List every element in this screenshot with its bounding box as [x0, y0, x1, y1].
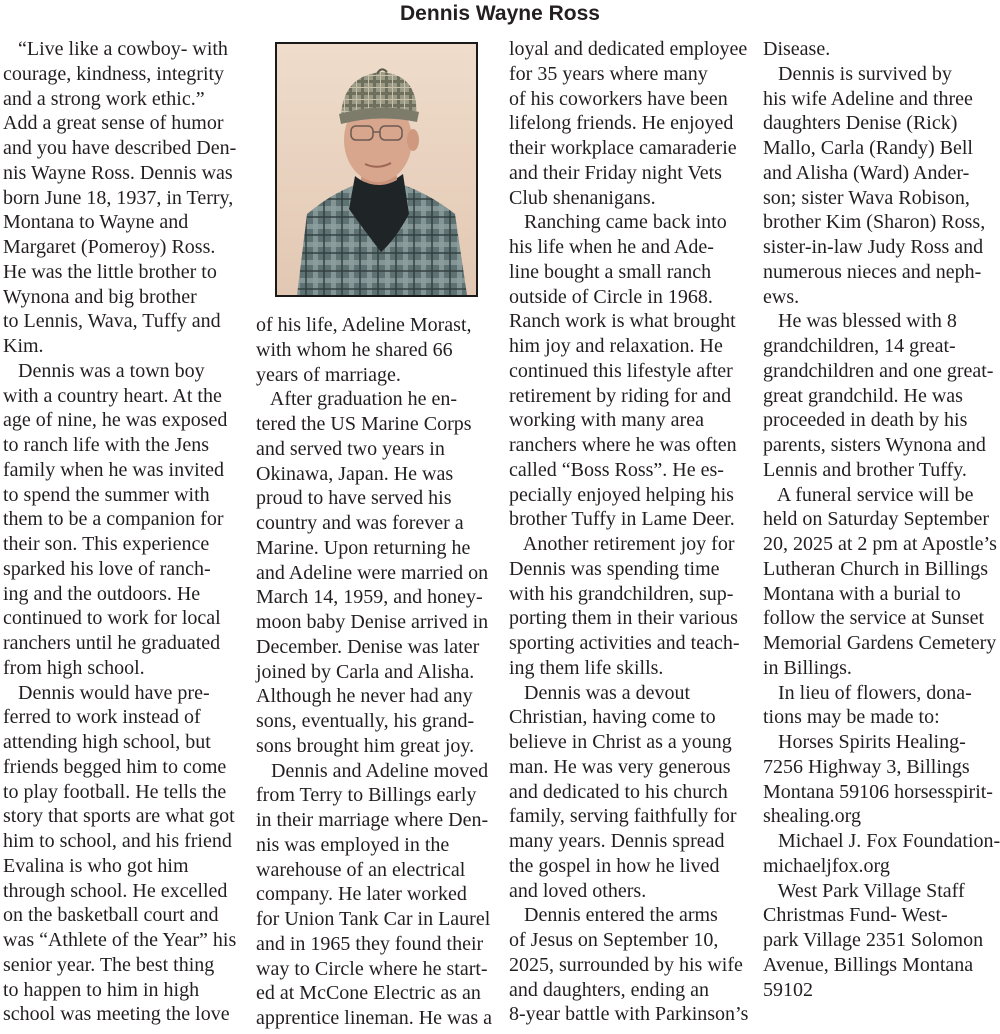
text-line: Disease. [763, 38, 831, 60]
text-line: the gospel in how he lived [509, 854, 720, 877]
text-line: Ranch work is what brought [509, 310, 736, 333]
text-line: to Lennis, Wava, Tuffy and [3, 310, 221, 333]
text-line: ranchers where he was often [509, 434, 737, 456]
text-line: and you have described Den- [3, 137, 237, 159]
text-line: many years. Dennis spread [509, 830, 725, 852]
text-line: and daughters, ending an [509, 978, 709, 1001]
portrait-image [277, 44, 476, 295]
text-line: company. He later worked [256, 883, 467, 906]
text-line: and a strong work ethic.” [3, 87, 205, 110]
text-line: courage, kindness, integrity [3, 62, 225, 85]
text-line: 8-year battle with Parkinson’s [509, 1003, 749, 1026]
text-line: in their marriage where Den- [256, 809, 489, 831]
text-line: sister-in-law Judy Ross and [763, 236, 984, 258]
text-line: “Live like a cowboy- with [3, 38, 228, 60]
text-line: Montana 59106 horsesspirit- [763, 780, 993, 803]
text-line: of his life, Adeline Morast, [256, 314, 472, 336]
text-line: outside of Circle in 1968. [509, 285, 713, 308]
text-line: of Jesus on September 10, [509, 929, 719, 951]
text-line: numerous nieces and neph- [763, 260, 982, 283]
text-line: was “Athlete of the Year” his [3, 929, 237, 951]
text-column-4 [763, 37, 1000, 1002]
text-line: Club shenanigans. [509, 186, 656, 209]
text-line: and their Friday night Vets [509, 161, 722, 184]
text-line: to spend the summer with [3, 483, 210, 506]
text-line: of his coworkers have been [509, 87, 728, 110]
portrait-photo [275, 42, 478, 297]
text-line: and served two years in [256, 437, 445, 460]
text-line: park Village 2351 Solomon [763, 929, 984, 951]
text-line: school was meeting the love [3, 1003, 230, 1026]
text-line: Horses Spirits Healing- [763, 731, 966, 753]
text-line: him to school, and his friend [3, 830, 232, 852]
text-line: moon baby Denise arrived in [256, 611, 489, 633]
text-line: for Union Tank Car in Laurel [256, 908, 491, 930]
text-line: sons, eventually, his grand- [256, 710, 475, 732]
text-line: line bought a small ranch [509, 260, 712, 283]
text-line: them to be a companion for [3, 508, 224, 531]
text-line: ing and the outdoors. He [3, 582, 201, 605]
text-line: and dedicated to his church [509, 780, 728, 803]
text-line: continued this lifestyle after [509, 359, 733, 382]
text-line: Ranching came back into [509, 211, 727, 234]
text-line: Another retirement joy for [509, 533, 735, 555]
text-line: Montana with a burial to [763, 582, 961, 605]
text-line: friends begged him to come [3, 755, 227, 778]
text-line: Christmas Fund- West- [763, 904, 948, 927]
text-line: ranchers until he graduated [3, 632, 221, 654]
text-line: believe in Christ as a young [509, 731, 732, 753]
text-line: great grandchild. He was [763, 384, 963, 407]
text-line: to ranch life with the Jens [3, 434, 210, 456]
text-line: and Adeline were married on [256, 561, 489, 584]
text-line: years of marriage. [256, 363, 401, 386]
text-line: Wynona and big brother [3, 285, 197, 308]
text-line: tered the US Marine Corps [256, 413, 472, 435]
text-line: sporting activities and teach- [509, 632, 740, 654]
text-line: with a country heart. At the [3, 384, 222, 407]
text-line: their workplace camaraderie [509, 137, 737, 159]
text-line: brother Kim (Sharon) Ross, [763, 211, 986, 234]
text-line: proceeded in death by his [763, 409, 968, 432]
text-line: working with many area [509, 409, 704, 432]
text-line: proud to have served his [256, 487, 452, 510]
text-line: called “Boss Ross”. He es- [509, 458, 724, 481]
text-line: daughters Denise (Rick) [763, 112, 958, 135]
text-line: family when he was invited [3, 458, 225, 481]
text-line: in Billings. [763, 656, 852, 679]
text-line: continued to work for local [3, 607, 221, 630]
text-line: Add a great sense of humor [3, 112, 224, 135]
text-line: loyal and dedicated employee [509, 38, 748, 60]
text-line: age of nine, he was exposed [3, 409, 228, 432]
text-line: Avenue, Billings Montana [763, 953, 974, 976]
text-line: He was blessed with 8 [763, 310, 957, 333]
text-line: In lieu of flowers, dona- [763, 681, 972, 704]
text-line: Marine. Upon returning he [256, 536, 471, 559]
text-line: michaeljfox.org [763, 854, 890, 877]
text-line: Montana to Wayne and [3, 211, 189, 234]
text-line: country and was forever a [256, 512, 464, 534]
text-line: way to Circle where he start- [256, 957, 488, 980]
text-line: his wife Adeline and three [763, 87, 973, 110]
text-line: March 14, 1959, and honey- [256, 586, 483, 609]
text-line: porting them in their various [509, 607, 738, 630]
text-line: ferred to work instead of [3, 706, 201, 729]
text-line: 20, 2025 at 2 pm at Apostle’s [763, 533, 997, 555]
text-line: brother Tuffy in Lame Deer. [509, 508, 735, 531]
text-column-2 [256, 313, 496, 1031]
text-line: born June 18, 1937, in Terry, [3, 186, 234, 209]
text-line: Although he never had any [256, 685, 473, 708]
text-line: tions may be made to: [763, 706, 940, 729]
text-line: him joy and relaxation. He [509, 335, 723, 357]
text-line: A funeral service will be [763, 483, 974, 506]
text-line: nis was employed in the [256, 833, 450, 856]
text-line: from Terry to Billings early [256, 784, 477, 807]
text-line: for 35 years where many [509, 62, 708, 85]
text-line: ing them life skills. [509, 656, 664, 679]
text-line: follow the service at Sunset [763, 607, 985, 630]
text-line: 7256 Highway 3, Billings [763, 755, 970, 778]
text-line: apprentice lineman. He was a [256, 1007, 493, 1029]
text-line: Okinawa, Japan. He was [256, 462, 454, 485]
text-line: Dennis was a town boy [3, 359, 205, 382]
text-line: parents, sisters Wynona and [763, 434, 986, 456]
text-line: Mallo, Carla (Randy) Bell [763, 137, 973, 159]
text-line: Dennis and Adeline moved [256, 759, 489, 782]
text-line: attending high school, but [3, 731, 211, 753]
text-line: through school. He excelled [3, 879, 228, 902]
text-column-3 [509, 37, 749, 1027]
text-line: Dennis was a devout [509, 681, 691, 704]
text-line: retirement by riding for and [509, 384, 732, 407]
text-line: man. He was very generous [509, 755, 731, 778]
text-line: son; sister Wava Robison, [763, 186, 970, 209]
text-line: Dennis entered the arms [509, 904, 718, 927]
text-line: held on Saturday September [763, 508, 990, 531]
obituary-title: Dennis Wayne Ross [400, 2, 600, 25]
text-line: family, serving faithfully for [509, 805, 737, 828]
text-line: He was the little brother to [3, 260, 217, 283]
text-line: Dennis is survived by [763, 62, 952, 85]
text-line: grandchildren and one great- [763, 359, 994, 382]
text-line: After graduation he en- [256, 388, 458, 411]
text-line: story that sports are what got [3, 805, 235, 828]
text-line: Lutheran Church in Billings [763, 557, 988, 580]
text-line: to play football. He tells the [3, 780, 227, 803]
text-line: Memorial Gardens Cemetery [763, 632, 997, 654]
text-line: joined by Carla and Alisha. [256, 660, 475, 683]
text-line: Christian, having come to [509, 706, 716, 729]
text-line: with whom he shared 66 [256, 338, 453, 361]
text-line: ews. [763, 285, 800, 308]
text-line: 2025, surrounded by his wife [509, 953, 743, 976]
text-line: to happen to him in high [3, 978, 200, 1001]
text-line: ed at McCone Electric as an [256, 982, 481, 1005]
text-line: and Alisha (Ward) Ander- [763, 161, 970, 184]
text-line: sparked his love of ranch- [3, 557, 211, 580]
text-line: and in 1965 they found their [256, 932, 484, 955]
text-line: warehouse of an electrical [256, 858, 466, 881]
text-line: Evalina is who got him [3, 854, 189, 877]
text-line: with his grandchildren, sup- [509, 582, 734, 605]
text-line: Margaret (Pomeroy) Ross. [3, 236, 216, 258]
text-line: Michael J. Fox Foundation- [763, 830, 1000, 852]
text-line: 59102 [763, 978, 813, 1001]
text-line: Dennis would have pre- [3, 681, 210, 704]
text-line: lifelong friends. He enjoyed [509, 112, 734, 135]
text-line: from high school. [3, 656, 145, 679]
text-line: December. Denise was later [256, 635, 480, 658]
text-line: his life when he and Ade- [509, 236, 714, 258]
text-line: Dennis was spending time [509, 557, 720, 580]
text-line: Lennis and brother Tuffy. [763, 458, 967, 481]
text-line: sons brought him great joy. [256, 734, 475, 757]
text-line: Kim. [3, 335, 44, 357]
text-line: nis Wayne Ross. Dennis was [3, 161, 233, 184]
text-line: senior year. The best thing [3, 953, 215, 976]
text-line: shealing.org [763, 805, 861, 828]
text-line: West Park Village Staff [763, 879, 965, 902]
text-column-1 [3, 37, 243, 1027]
text-line: and loved others. [509, 879, 647, 902]
text-line: pecially enjoyed helping his [509, 483, 734, 506]
text-line: their son. This experience [3, 533, 210, 555]
text-line: grandchildren, 14 great- [763, 335, 956, 357]
text-line: on the basketball court and [3, 904, 219, 927]
